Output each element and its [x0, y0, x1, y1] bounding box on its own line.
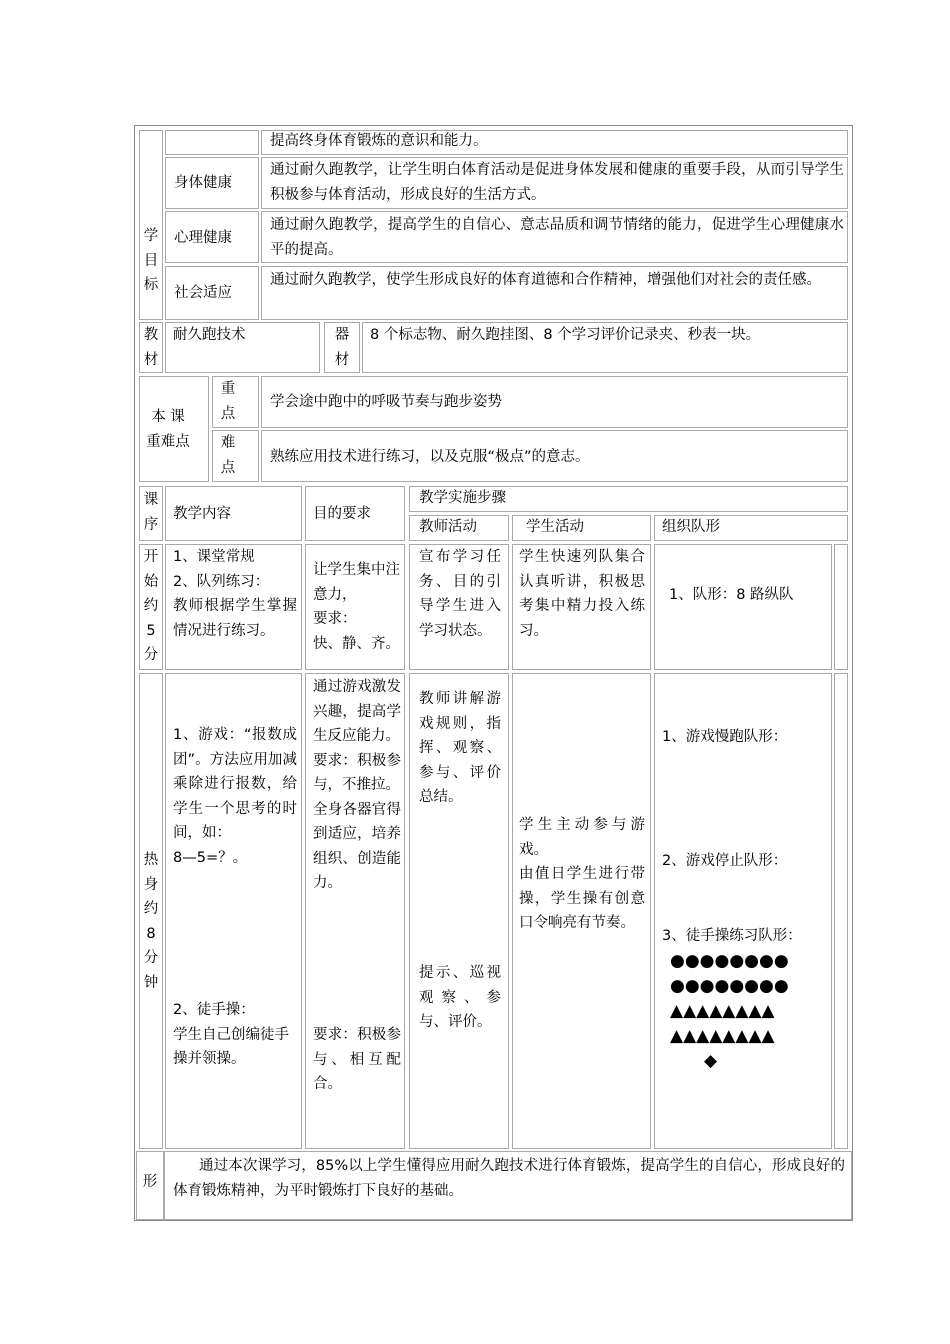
header-steps: 教学实施步骤 — [419, 490, 506, 506]
start-content: 1、课堂常规 2、队列练习： 教师根据学生掌握情况进行练习。 — [173, 549, 297, 639]
warmup-label: 热 身 约 8 分 钟 — [143, 852, 159, 991]
header-formation: 组织队形 — [662, 519, 720, 535]
warmup-content-game: 1、游戏：“报数成团”。方法应用加减乘除进行报数，给学生一个思考的时间，如： 8—5=？。 — [173, 727, 297, 866]
formation-row-leader: ◆ — [704, 1051, 718, 1071]
objective-physical-label: 身体健康 — [174, 175, 232, 191]
objectives-side-label: 学 目 标 — [143, 228, 159, 293]
formation-row-triangles-1: ▲▲▲▲▲▲▲▲ — [670, 1001, 775, 1021]
header-goal: 目的要求 — [313, 506, 371, 522]
header-teacher: 教师活动 — [419, 519, 477, 535]
objectives-row0-label-cell — [165, 130, 259, 155]
keypoints-side-label: 本 课 重难点 — [146, 409, 190, 450]
start-formation: 1、队形：8 路纵队 — [669, 587, 794, 603]
header-order: 课 序 — [143, 492, 159, 533]
warmup-teacher-exercise: 提示、巡视观察、参与、评价。 — [419, 965, 501, 1030]
start-teacher: 宣布学习任务、目的引导学生进入学习状态。 — [419, 549, 501, 639]
difficulty-label: 难 点 — [220, 435, 236, 476]
start-label: 开 始 约 5 分 — [143, 549, 159, 663]
warmup-student: 学生主动参与游戏。 由值日学生进行带操，学生操有创意口令响亮有节奏。 — [519, 817, 645, 931]
keypoint-text: 学会途中跑中的呼吸节奏与跑步姿势 — [270, 394, 502, 410]
header-content: 教学内容 — [173, 506, 231, 522]
objective-mental-label: 心理健康 — [174, 230, 232, 246]
warmup-formation-jog: 1、游戏慢跑队形： — [662, 729, 788, 745]
equipment-value: 8 个标志物、耐久跑挂图、8 个学习评价记录夹、秒表一块。 — [370, 327, 761, 343]
objective-physical-text: 通过耐久跑教学，让学生明白体育活动是促进身体发展和健康的重要手段，从而引导学生积极参与体育活动，形成良好的生活方式。 — [270, 162, 844, 203]
difficulty-text: 熟练应用技术进行练习，以及克服“极点”的意志。 — [270, 449, 590, 465]
start-extra-cell — [834, 544, 848, 670]
objective-mental-text: 通过耐久跑教学，提高学生的自信心、意志品质和调节情绪的能力，促进学生心理健康水平的提高。 — [270, 217, 844, 258]
objectives-row0-text: 提高终身体育锻炼的意识和能力。 — [270, 133, 488, 149]
summary-label: 形 — [142, 1174, 158, 1190]
objective-social-label: 社会适应 — [174, 285, 232, 301]
start-goal: 让学生集中注意力， 要求： 快、静、齐。 — [313, 562, 400, 652]
warmup-extra-cell — [834, 673, 848, 1149]
warmup-teacher-game: 教师讲解游戏规则，指挥、观察、参与、评价总结。 — [419, 691, 501, 805]
keypoint-label: 重 点 — [220, 381, 236, 422]
materials-label: 教 材 — [143, 327, 159, 368]
formation-diagram — [670, 949, 810, 1074]
formation-row-triangles-2: ▲▲▲▲▲▲▲▲ — [670, 1026, 775, 1046]
objective-social-text: 通过耐久跑教学，使学生形成良好的体育道德和合作精神，增强他们对社会的责任感。 — [270, 272, 821, 288]
header-student: 学生活动 — [526, 519, 584, 535]
warmup-formation-exercise: 3、徒手操练习队形： — [662, 928, 802, 944]
warmup-goal-exercise: 要求：积极参与、相互配合。 — [313, 1027, 401, 1092]
formation-row-circles-2: ●●●●●●●● — [670, 976, 789, 996]
warmup-content-exercise: 2、徒手操： 学生自己创编徒手操并领操。 — [173, 1002, 289, 1067]
materials-value: 耐久跑技术 — [173, 327, 246, 343]
warmup-goal-game: 通过游戏激发兴趣，提高学生反应能力。 要求：积极参与，不推拉。 全身各器官得到适应，培养组织、创造能力。 — [313, 679, 401, 891]
equipment-label: 器 材 — [334, 327, 350, 368]
formation-row-circles-1: ●●●●●●●● — [670, 951, 789, 971]
start-student: 学生快速列队集合认真听讲，积极思考集中精力投入练习。 — [519, 549, 645, 639]
summary-text: 通过本次课学习，85%以上学生懂得应用耐久跑技术进行体育锻炼，提高学生的自信心，形成良好的体育锻炼精神，为平时锻炼打下良好的基础。 — [173, 1158, 845, 1199]
warmup-formation-stop: 2、游戏停止队形： — [662, 853, 788, 869]
